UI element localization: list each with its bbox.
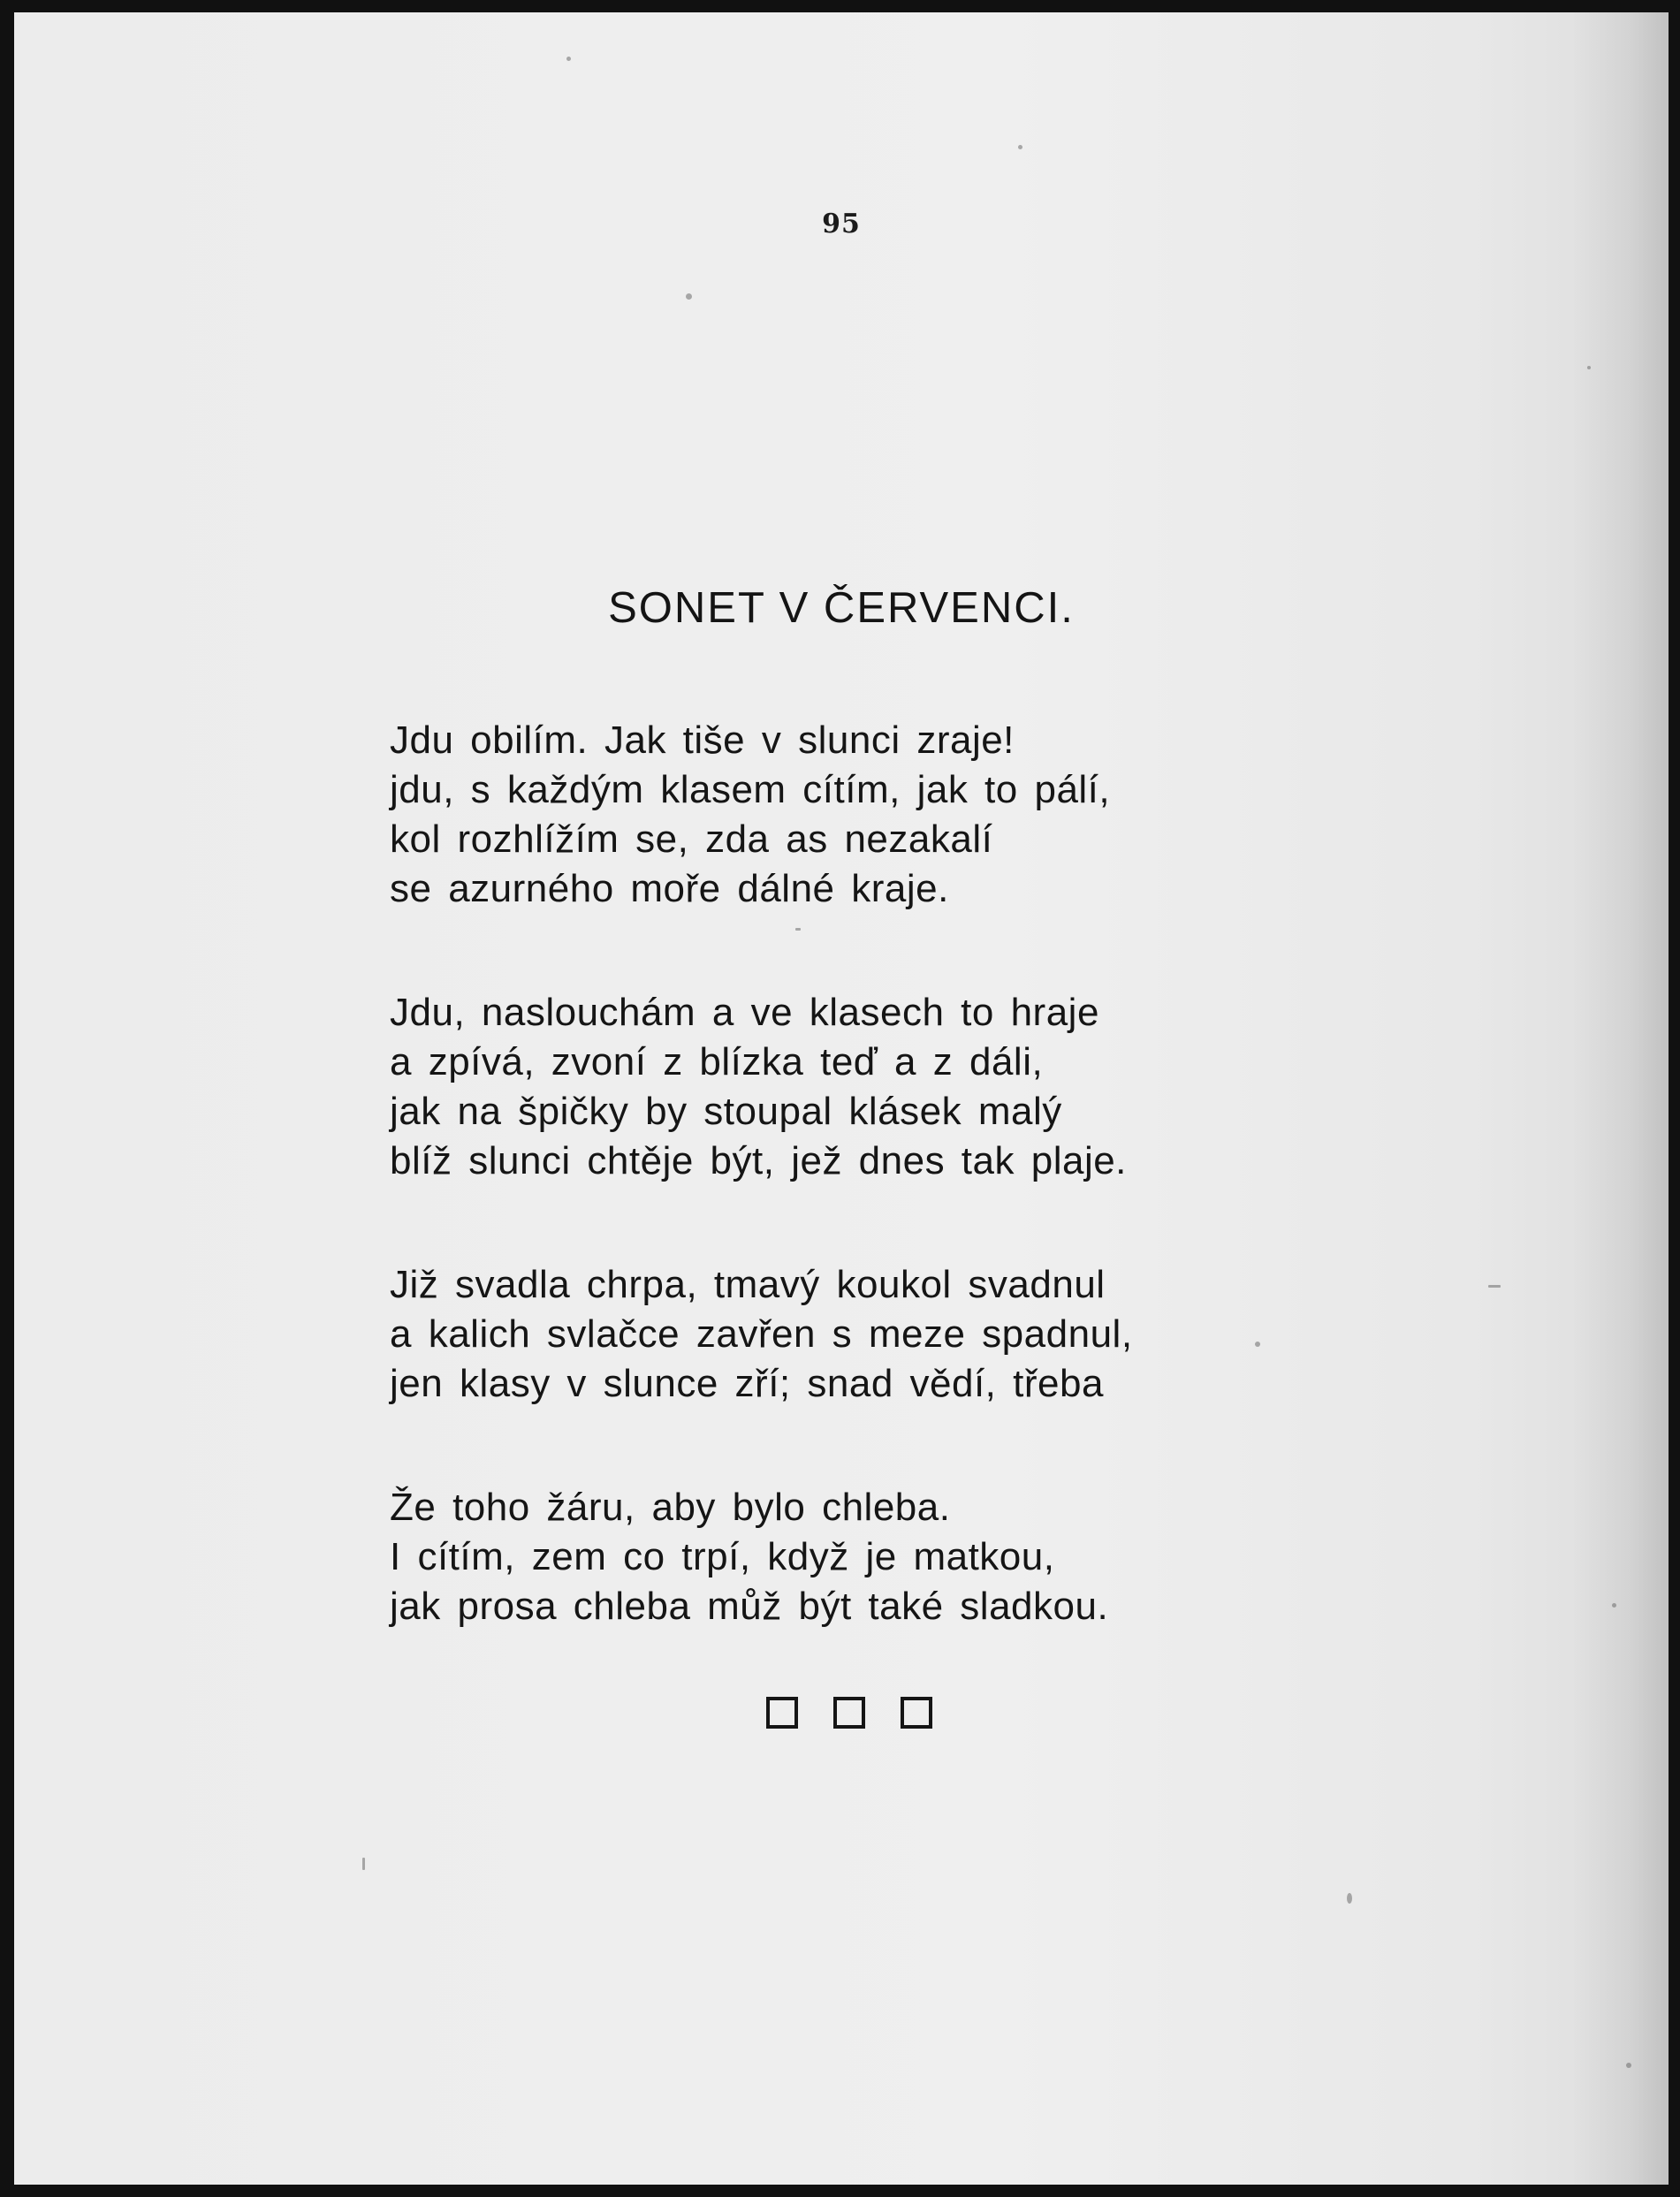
poem-line: kol rozhlížím se, zda as nezakalí — [390, 817, 993, 861]
empty-square-icon — [901, 1697, 932, 1729]
page-edge-shadow — [1571, 12, 1669, 2185]
poem-title: SONET V ČERVENCI. — [608, 584, 1075, 632]
dust-speck — [1488, 1285, 1501, 1288]
poem-line: I cítím, zem co trpí, když je matkou, — [390, 1535, 1055, 1578]
page-number: 95 — [822, 209, 861, 239]
poem-line: blíž slunci chtěje být, jež dnes tak plaje. — [390, 1139, 1127, 1182]
dust-speck — [1018, 145, 1022, 149]
end-ornament — [14, 1697, 1669, 1729]
poem-line: Již svadla chrpa, tmavý koukol svadnul — [390, 1263, 1106, 1306]
dust-speck — [566, 57, 571, 61]
empty-square-icon — [833, 1697, 865, 1729]
stanza — [390, 1260, 1273, 1409]
dust-speck — [362, 1858, 365, 1870]
dust-speck — [1587, 366, 1591, 369]
poem-line: Jdu, naslouchám a ve klasech to hraje — [390, 991, 1099, 1034]
stanza — [390, 716, 1273, 914]
stanza — [390, 1483, 1273, 1631]
book-page — [14, 12, 1669, 2185]
stanza — [390, 988, 1273, 1186]
dust-speck — [1626, 2063, 1631, 2068]
poem-line: jak prosa chleba můž být také sladkou. — [390, 1585, 1109, 1628]
empty-square-icon — [766, 1697, 798, 1729]
poem-line: a zpívá, zvoní z blízka teď a z dáli, — [390, 1040, 1044, 1083]
poem-line: jak na špičky by stoupal klásek malý — [390, 1090, 1062, 1133]
dust-speck — [686, 293, 692, 300]
poem-line: jdu, s každým klasem cítím, jak to pálí, — [390, 768, 1111, 811]
poem-line: se azurného moře dálné kraje. — [390, 867, 949, 910]
poem-line: Že toho žáru, aby bylo chleba. — [390, 1486, 951, 1529]
dust-speck — [1347, 1893, 1352, 1904]
dust-speck — [1612, 1603, 1616, 1608]
poem-line: jen klasy v slunce zří; snad vědí, třeba — [390, 1362, 1104, 1405]
poem-line: Jdu obilím. Jak tiše v slunci zraje! — [390, 718, 1015, 762]
poem-body — [390, 716, 1273, 1631]
poem-line: a kalich svlačce zavřen s meze spadnul, — [390, 1312, 1133, 1356]
